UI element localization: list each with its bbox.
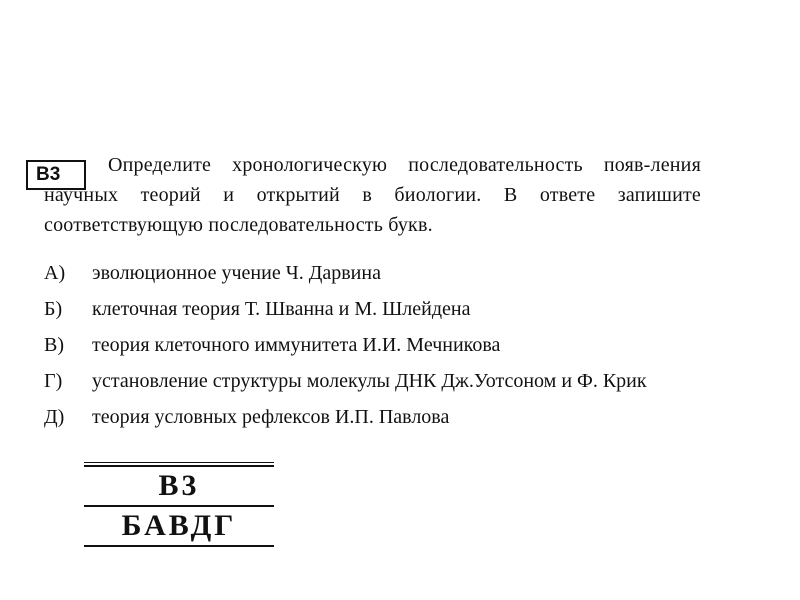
option-item-a	[44, 258, 800, 294]
option-letter: А)	[44, 262, 66, 284]
answer-bottom-rule	[84, 545, 274, 547]
option-text: эволюционное учение Ч. Дарвина	[92, 262, 381, 284]
option-letter: Г)	[44, 370, 63, 392]
options-list	[44, 258, 800, 438]
task-prompt: Определите хронологическую последовательность появ-ления научных теорий и открытий в биологии. В ответе запишите соответствующую последовательность букв.	[44, 154, 701, 236]
option-text: теория условных рефлексов И.П. Павлова	[92, 406, 450, 428]
option-item-v	[44, 330, 800, 366]
option-text: теория клеточного иммунитета И.И. Мечникова	[92, 334, 501, 356]
option-letter: Д)	[44, 406, 65, 428]
option-item-b	[44, 294, 800, 330]
option-item-d	[44, 402, 800, 438]
answer-top-rule	[84, 462, 274, 463]
option-letter: В)	[44, 334, 64, 356]
answer-label: В3	[158, 469, 200, 502]
answer-table	[84, 462, 274, 547]
answer-value: БАВДГ	[121, 509, 237, 542]
option-text: установление структуры молекулы ДНК Дж.Уотсоном и Ф. Крик	[92, 370, 647, 392]
task-number: В3	[36, 164, 61, 185]
option-letter: Б)	[44, 298, 63, 320]
option-item-g	[44, 366, 800, 402]
option-text: клеточная теория Т. Шванна и М. Шлейдена	[92, 298, 471, 320]
